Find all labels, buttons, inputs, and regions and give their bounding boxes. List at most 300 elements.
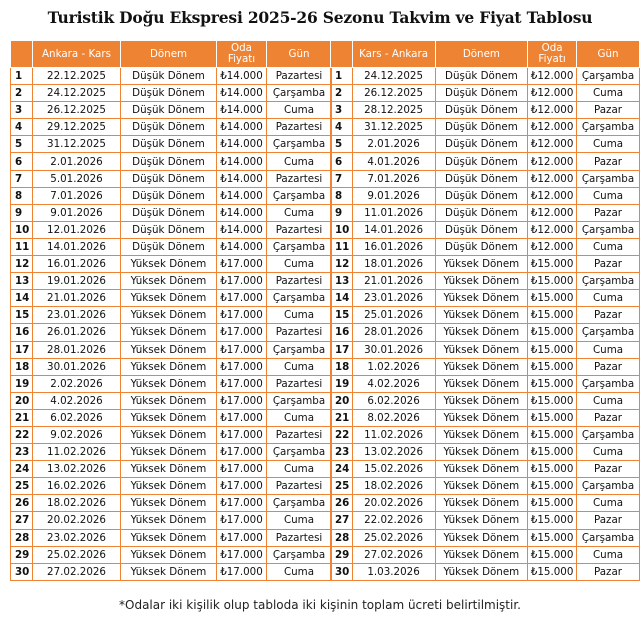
- price-cell: ₺12.000: [528, 119, 577, 136]
- row-number: 28: [331, 529, 353, 546]
- table-row: [331, 187, 640, 204]
- period-cell: Yüksek Dönem: [121, 512, 217, 529]
- table-row: [11, 170, 332, 187]
- price-cell: ₺15.000: [528, 563, 577, 580]
- row-number: 18: [331, 358, 353, 375]
- row-number: 28: [11, 529, 33, 546]
- period-cell: Yüksek Dönem: [121, 444, 217, 461]
- table-row: [331, 238, 640, 255]
- date-cell: 25.02.2026: [33, 546, 121, 563]
- row-number: 16: [11, 324, 33, 341]
- price-cell: ₺12.000: [528, 170, 577, 187]
- row-number: 19: [331, 375, 353, 392]
- date-cell: 13.02.2026: [352, 444, 435, 461]
- period-cell: Yüksek Dönem: [121, 358, 217, 375]
- period-cell: Düşük Dönem: [121, 102, 217, 119]
- row-number: 23: [331, 444, 353, 461]
- date-cell: 9.02.2026: [33, 426, 121, 443]
- date-cell: 30.01.2026: [33, 358, 121, 375]
- period-cell: Düşük Dönem: [121, 119, 217, 136]
- period-cell: Düşük Dönem: [435, 187, 528, 204]
- row-number: 26: [331, 495, 353, 512]
- price-cell: ₺15.000: [528, 307, 577, 324]
- price-cell: ₺17.000: [217, 529, 267, 546]
- row-number: 17: [331, 341, 353, 358]
- row-number: 30: [331, 563, 353, 580]
- price-cell: ₺17.000: [217, 256, 267, 273]
- table-row: [331, 119, 640, 136]
- date-cell: 28.01.2026: [33, 341, 121, 358]
- kars-ankara-schedule-table: [330, 40, 640, 581]
- day-cell: Cuma: [577, 187, 640, 204]
- table-row: [331, 153, 640, 170]
- period-cell: Düşük Dönem: [121, 204, 217, 221]
- day-cell: Cuma: [577, 546, 640, 563]
- price-cell: ₺12.000: [528, 68, 577, 85]
- day-cell: Pazartesi: [267, 273, 332, 290]
- price-cell: ₺12.000: [528, 136, 577, 153]
- period-cell: Yüksek Dönem: [435, 546, 528, 563]
- row-number: 26: [11, 495, 33, 512]
- table-row: [11, 495, 332, 512]
- day-cell: Pazartesi: [267, 426, 332, 443]
- day-cell: Cuma: [267, 461, 332, 478]
- row-number: 8: [331, 187, 353, 204]
- day-cell: Çarşamba: [267, 290, 332, 307]
- day-cell: Çarşamba: [577, 529, 640, 546]
- period-cell: Yüksek Dönem: [121, 529, 217, 546]
- date-cell: 7.01.2026: [33, 187, 121, 204]
- period-cell: Yüksek Dönem: [121, 478, 217, 495]
- row-number: 24: [331, 461, 353, 478]
- header-period: Dönem: [121, 41, 217, 68]
- price-cell: ₺17.000: [217, 392, 267, 409]
- table-row: [11, 375, 332, 392]
- date-cell: 4.02.2026: [352, 375, 435, 392]
- date-cell: 9.01.2026: [33, 204, 121, 221]
- table-row: [11, 290, 332, 307]
- date-cell: 21.01.2026: [352, 273, 435, 290]
- date-cell: 2.01.2026: [33, 153, 121, 170]
- price-cell: ₺15.000: [528, 512, 577, 529]
- period-cell: Düşük Dönem: [435, 221, 528, 238]
- table-row: [331, 512, 640, 529]
- day-cell: Pazar: [577, 153, 640, 170]
- price-cell: ₺14.000: [217, 85, 267, 102]
- period-cell: Düşük Dönem: [121, 238, 217, 255]
- period-cell: Yüksek Dönem: [435, 290, 528, 307]
- row-number: 14: [331, 290, 353, 307]
- day-cell: Çarşamba: [577, 273, 640, 290]
- table-row: [11, 85, 332, 102]
- day-cell: Cuma: [267, 512, 332, 529]
- table-row: [331, 426, 640, 443]
- day-cell: Pazar: [577, 409, 640, 426]
- period-cell: Yüksek Dönem: [435, 426, 528, 443]
- row-number: 14: [11, 290, 33, 307]
- day-cell: Pazar: [577, 512, 640, 529]
- price-cell: ₺17.000: [217, 409, 267, 426]
- date-cell: 13.02.2026: [33, 461, 121, 478]
- day-cell: Çarşamba: [577, 221, 640, 238]
- table-row: [331, 85, 640, 102]
- period-cell: Yüksek Dönem: [435, 273, 528, 290]
- period-cell: Yüksek Dönem: [121, 375, 217, 392]
- date-cell: 31.12.2025: [352, 119, 435, 136]
- table-row: [11, 204, 332, 221]
- table-row: [11, 409, 332, 426]
- day-cell: Pazartesi: [267, 375, 332, 392]
- price-cell: ₺12.000: [528, 221, 577, 238]
- row-number: 22: [331, 426, 353, 443]
- day-cell: Pazartesi: [267, 170, 332, 187]
- date-cell: 18.02.2026: [33, 495, 121, 512]
- date-cell: 8.02.2026: [352, 409, 435, 426]
- row-number: 15: [11, 307, 33, 324]
- table-row: [11, 273, 332, 290]
- row-number: 5: [11, 136, 33, 153]
- date-cell: 5.01.2026: [33, 170, 121, 187]
- price-cell: ₺15.000: [528, 392, 577, 409]
- row-number: 1: [11, 68, 33, 85]
- period-cell: Yüksek Dönem: [121, 307, 217, 324]
- price-cell: ₺15.000: [528, 290, 577, 307]
- table-row: [331, 409, 640, 426]
- row-number: 21: [11, 409, 33, 426]
- row-number: 17: [11, 341, 33, 358]
- date-cell: 23.01.2026: [33, 307, 121, 324]
- day-cell: Cuma: [267, 204, 332, 221]
- table-row: [11, 461, 332, 478]
- row-number: 4: [331, 119, 353, 136]
- day-cell: Cuma: [267, 409, 332, 426]
- price-cell: ₺17.000: [217, 375, 267, 392]
- price-cell: ₺15.000: [528, 546, 577, 563]
- day-cell: Çarşamba: [267, 187, 332, 204]
- table-row: [331, 358, 640, 375]
- price-cell: ₺15.000: [528, 444, 577, 461]
- period-cell: Yüksek Dönem: [121, 409, 217, 426]
- price-cell: ₺15.000: [528, 375, 577, 392]
- period-cell: Düşük Dönem: [121, 153, 217, 170]
- price-cell: ₺17.000: [217, 273, 267, 290]
- row-number: 2: [331, 85, 353, 102]
- date-cell: 25.01.2026: [352, 307, 435, 324]
- table-row: [331, 375, 640, 392]
- price-cell: ₺15.000: [528, 461, 577, 478]
- period-cell: Düşük Dönem: [435, 102, 528, 119]
- date-cell: 26.12.2025: [33, 102, 121, 119]
- period-cell: Düşük Dönem: [121, 136, 217, 153]
- date-cell: 16.01.2026: [352, 238, 435, 255]
- row-number: 1: [331, 68, 353, 85]
- day-cell: Cuma: [267, 307, 332, 324]
- row-number: 3: [331, 102, 353, 119]
- period-cell: Yüksek Dönem: [121, 256, 217, 273]
- header-day: Gün: [267, 41, 332, 68]
- row-number: 23: [11, 444, 33, 461]
- row-number: 16: [331, 324, 353, 341]
- price-cell: ₺14.000: [217, 238, 267, 255]
- day-cell: Pazar: [577, 358, 640, 375]
- table-row: [331, 478, 640, 495]
- price-cell: ₺17.000: [217, 324, 267, 341]
- day-cell: Pazar: [577, 563, 640, 580]
- date-cell: 2.01.2026: [352, 136, 435, 153]
- period-cell: Yüksek Dönem: [121, 461, 217, 478]
- table-row: [11, 529, 332, 546]
- date-cell: 23.02.2026: [33, 529, 121, 546]
- period-cell: Düşük Dönem: [435, 119, 528, 136]
- table-header-row: [331, 41, 640, 68]
- period-cell: Yüksek Dönem: [121, 273, 217, 290]
- period-cell: Yüksek Dönem: [435, 256, 528, 273]
- date-cell: 29.12.2025: [33, 119, 121, 136]
- price-cell: ₺12.000: [528, 153, 577, 170]
- day-cell: Çarşamba: [267, 444, 332, 461]
- price-cell: ₺17.000: [217, 478, 267, 495]
- period-cell: Yüksek Dönem: [121, 392, 217, 409]
- period-cell: Yüksek Dönem: [435, 529, 528, 546]
- period-cell: Yüksek Dönem: [121, 546, 217, 563]
- header-number: [11, 41, 33, 68]
- day-cell: Pazartesi: [267, 68, 332, 85]
- row-number: 4: [11, 119, 33, 136]
- period-cell: Yüksek Dönem: [435, 461, 528, 478]
- price-cell: ₺14.000: [217, 221, 267, 238]
- date-cell: 26.01.2026: [33, 324, 121, 341]
- day-cell: Cuma: [267, 153, 332, 170]
- date-cell: 14.01.2026: [352, 221, 435, 238]
- row-number: 20: [331, 392, 353, 409]
- day-cell: Pazartesi: [267, 529, 332, 546]
- date-cell: 30.01.2026: [352, 341, 435, 358]
- date-cell: 28.01.2026: [352, 324, 435, 341]
- table-row: [11, 238, 332, 255]
- row-number: 30: [11, 563, 33, 580]
- period-cell: Düşük Dönem: [435, 136, 528, 153]
- row-number: 27: [11, 512, 33, 529]
- day-cell: Çarşamba: [267, 85, 332, 102]
- date-cell: 12.01.2026: [33, 221, 121, 238]
- table-row: [11, 68, 332, 85]
- period-cell: Yüksek Dönem: [121, 563, 217, 580]
- price-cell: ₺12.000: [528, 85, 577, 102]
- row-number: 2: [11, 85, 33, 102]
- date-cell: 27.02.2026: [352, 546, 435, 563]
- price-cell: ₺14.000: [217, 153, 267, 170]
- row-number: 3: [11, 102, 33, 119]
- period-cell: Yüksek Dönem: [435, 478, 528, 495]
- table-header-row: [11, 41, 332, 68]
- header-room-price: Oda Fiyatı: [528, 41, 577, 68]
- period-cell: Yüksek Dönem: [435, 324, 528, 341]
- price-cell: ₺17.000: [217, 307, 267, 324]
- date-cell: 18.01.2026: [352, 256, 435, 273]
- date-cell: 23.01.2026: [352, 290, 435, 307]
- period-cell: Yüksek Dönem: [121, 495, 217, 512]
- row-number: 7: [331, 170, 353, 187]
- table-row: [331, 563, 640, 580]
- period-cell: Düşük Dönem: [435, 204, 528, 221]
- period-cell: Düşük Dönem: [435, 170, 528, 187]
- price-cell: ₺14.000: [217, 68, 267, 85]
- header-day: Gün: [577, 41, 640, 68]
- row-number: 12: [11, 256, 33, 273]
- day-cell: Çarşamba: [267, 392, 332, 409]
- date-cell: 19.01.2026: [33, 273, 121, 290]
- day-cell: Pazar: [577, 461, 640, 478]
- day-cell: Cuma: [577, 290, 640, 307]
- day-cell: Pazar: [577, 256, 640, 273]
- table-row: [11, 358, 332, 375]
- day-cell: Pazartesi: [267, 478, 332, 495]
- price-cell: ₺15.000: [528, 256, 577, 273]
- date-cell: 16.02.2026: [33, 478, 121, 495]
- day-cell: Cuma: [577, 495, 640, 512]
- row-number: 29: [331, 546, 353, 563]
- day-cell: Çarşamba: [267, 495, 332, 512]
- date-cell: 7.01.2026: [352, 170, 435, 187]
- table-row: [11, 136, 332, 153]
- table-row: [331, 529, 640, 546]
- price-cell: ₺15.000: [528, 324, 577, 341]
- period-cell: Yüksek Dönem: [435, 375, 528, 392]
- day-cell: Pazar: [577, 204, 640, 221]
- price-cell: ₺14.000: [217, 102, 267, 119]
- period-cell: Yüksek Dönem: [435, 307, 528, 324]
- day-cell: Pazar: [577, 307, 640, 324]
- table-row: [331, 170, 640, 187]
- price-cell: ₺15.000: [528, 358, 577, 375]
- price-cell: ₺17.000: [217, 290, 267, 307]
- table-row: [11, 341, 332, 358]
- table-row: [11, 119, 332, 136]
- period-cell: Düşük Dönem: [435, 85, 528, 102]
- day-cell: Çarşamba: [267, 238, 332, 255]
- price-cell: ₺17.000: [217, 358, 267, 375]
- day-cell: Çarşamba: [267, 136, 332, 153]
- table-body: [331, 68, 640, 581]
- header-period: Dönem: [435, 41, 528, 68]
- price-cell: ₺15.000: [528, 341, 577, 358]
- table-row: [11, 324, 332, 341]
- date-cell: 28.12.2025: [352, 102, 435, 119]
- table-row: [331, 290, 640, 307]
- date-cell: 9.01.2026: [352, 187, 435, 204]
- date-cell: 4.02.2026: [33, 392, 121, 409]
- date-cell: 16.01.2026: [33, 256, 121, 273]
- price-cell: ₺17.000: [217, 563, 267, 580]
- row-number: 8: [11, 187, 33, 204]
- table-row: [11, 444, 332, 461]
- day-cell: Pazartesi: [267, 221, 332, 238]
- period-cell: Düşük Dönem: [435, 238, 528, 255]
- price-cell: ₺14.000: [217, 187, 267, 204]
- price-cell: ₺14.000: [217, 204, 267, 221]
- date-cell: 1.03.2026: [352, 563, 435, 580]
- price-cell: ₺12.000: [528, 187, 577, 204]
- row-number: 11: [11, 238, 33, 255]
- table-row: [11, 426, 332, 443]
- period-cell: Yüksek Dönem: [435, 409, 528, 426]
- day-cell: Çarşamba: [267, 341, 332, 358]
- table-row: [331, 461, 640, 478]
- table-row: [11, 546, 332, 563]
- period-cell: Yüksek Dönem: [435, 563, 528, 580]
- day-cell: Cuma: [267, 358, 332, 375]
- date-cell: 20.02.2026: [352, 495, 435, 512]
- day-cell: Çarşamba: [577, 68, 640, 85]
- date-cell: 26.12.2025: [352, 85, 435, 102]
- day-cell: Cuma: [577, 85, 640, 102]
- period-cell: Düşük Dönem: [121, 221, 217, 238]
- period-cell: Yüksek Dönem: [435, 444, 528, 461]
- day-cell: Cuma: [577, 444, 640, 461]
- day-cell: Çarşamba: [577, 375, 640, 392]
- day-cell: Cuma: [577, 392, 640, 409]
- table-row: [11, 102, 332, 119]
- row-number: 9: [11, 204, 33, 221]
- table-row: [331, 444, 640, 461]
- day-cell: Çarşamba: [267, 546, 332, 563]
- price-cell: ₺17.000: [217, 546, 267, 563]
- date-cell: 6.02.2026: [352, 392, 435, 409]
- table-row: [11, 478, 332, 495]
- date-cell: 2.02.2026: [33, 375, 121, 392]
- date-cell: 25.02.2026: [352, 529, 435, 546]
- table-row: [331, 136, 640, 153]
- table-row: [331, 204, 640, 221]
- price-cell: ₺17.000: [217, 512, 267, 529]
- row-number: 18: [11, 358, 33, 375]
- table-row: [331, 102, 640, 119]
- date-cell: 11.02.2026: [33, 444, 121, 461]
- footnote: *Odalar iki kişilik olup tabloda iki kişinin toplam ücreti belirtilmiştir.: [119, 598, 521, 612]
- date-cell: 20.02.2026: [33, 512, 121, 529]
- date-cell: 24.12.2025: [352, 68, 435, 85]
- day-cell: Pazartesi: [267, 119, 332, 136]
- period-cell: Yüksek Dönem: [121, 290, 217, 307]
- row-number: 6: [11, 153, 33, 170]
- date-cell: 11.02.2026: [352, 426, 435, 443]
- date-cell: 6.02.2026: [33, 409, 121, 426]
- date-cell: 31.12.2025: [33, 136, 121, 153]
- table-row: [331, 341, 640, 358]
- day-cell: Cuma: [577, 238, 640, 255]
- period-cell: Yüksek Dönem: [435, 512, 528, 529]
- row-number: 6: [331, 153, 353, 170]
- period-cell: Düşük Dönem: [435, 68, 528, 85]
- period-cell: Yüksek Dönem: [121, 324, 217, 341]
- period-cell: Yüksek Dönem: [435, 392, 528, 409]
- day-cell: Çarşamba: [577, 170, 640, 187]
- table-row: [11, 256, 332, 273]
- table-row: [331, 392, 640, 409]
- price-cell: ₺12.000: [528, 204, 577, 221]
- row-number: 25: [11, 478, 33, 495]
- price-cell: ₺12.000: [528, 238, 577, 255]
- period-cell: Yüksek Dönem: [435, 341, 528, 358]
- price-cell: ₺17.000: [217, 444, 267, 461]
- table-row: [11, 153, 332, 170]
- date-cell: 22.02.2026: [352, 512, 435, 529]
- date-cell: 4.01.2026: [352, 153, 435, 170]
- day-cell: Pazar: [577, 102, 640, 119]
- table-row: [11, 187, 332, 204]
- header-room-price: Oda Fiyatı: [217, 41, 267, 68]
- row-number: 20: [11, 392, 33, 409]
